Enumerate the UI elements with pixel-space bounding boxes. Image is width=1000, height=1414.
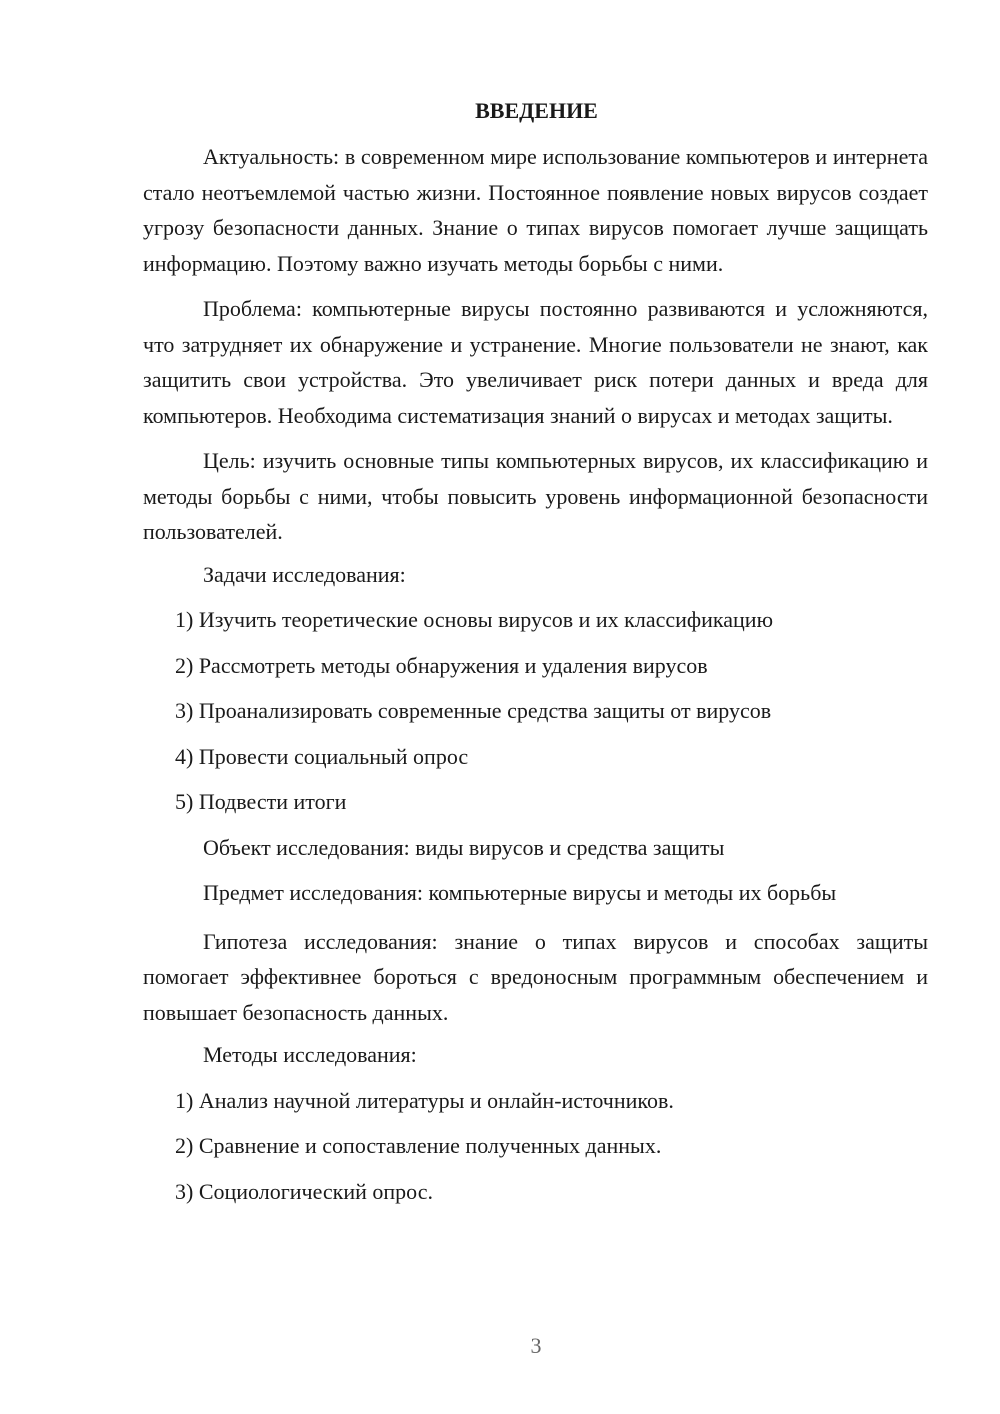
page-number: 3	[530, 1333, 542, 1358]
task-item: 5) Подвести итоги	[175, 789, 347, 814]
section-heading: ВВЕДЕНИЕ	[475, 98, 598, 123]
method-item: 3) Социологический опрос.	[175, 1178, 433, 1204]
task-item: 3) Проанализировать современные средства защиты от вирусов	[175, 698, 772, 723]
tasks-title: Задачи исследования:	[203, 561, 406, 587]
hypothesis-paragraph: Гипотеза исследования: знание о типах вирусов и способах защиты помогает эффективнее бороться с вредоносным программным обеспечением и повышает безопасность данных.	[143, 928, 928, 1025]
problem-paragraph: Проблема: компьютерные вирусы постоянно развиваются и усложняются, что затрудняет их обнаружение и устранение. Многие пользователи не знают, как защитить свои устройства. Это увеличивает риск потери данных и вреда для компьютеров. Необходима систематизация знаний о вирусах и методах защиты.	[143, 296, 928, 428]
methods-title: Методы исследования:	[203, 1042, 417, 1067]
methods-list	[143, 1086, 928, 1207]
task-item: 4) Провести социальный опрос	[175, 743, 469, 769]
task-item: 1) Изучить теоретические основы вирусов и их классификацию	[175, 607, 774, 632]
tasks-list	[143, 605, 928, 817]
research-object: Объект исследования: виды вирусов и средства защиты	[203, 834, 725, 860]
method-item: 1) Анализ научной литературы и онлайн-источников.	[175, 1087, 674, 1113]
document-page	[143, 96, 928, 1222]
goal-paragraph: Цель: изучить основные типы компьютерных вирусов, их классификацию и методы борьбы с ними, чтобы повысить уровень информационной безопасности пользователей.	[143, 448, 928, 544]
method-item: 2) Сравнение и сопоставление полученных данных.	[175, 1133, 662, 1158]
relevance-paragraph: Актуальность: в современном мире использование компьютеров и интернета стало неотъемлемой частью жизни. Постоянное появление новых вирусов создает угрозу безопасности данных. Знание о типах вирусов помогает лучше защищать информацию. Поэтому важно изучать методы борьбы с ними.	[143, 144, 928, 276]
task-item: 2) Рассмотреть методы обнаружения и удаления вирусов	[175, 652, 708, 678]
research-subject: Предмет исследования: компьютерные вирусы и методы их борьбы	[203, 880, 837, 905]
